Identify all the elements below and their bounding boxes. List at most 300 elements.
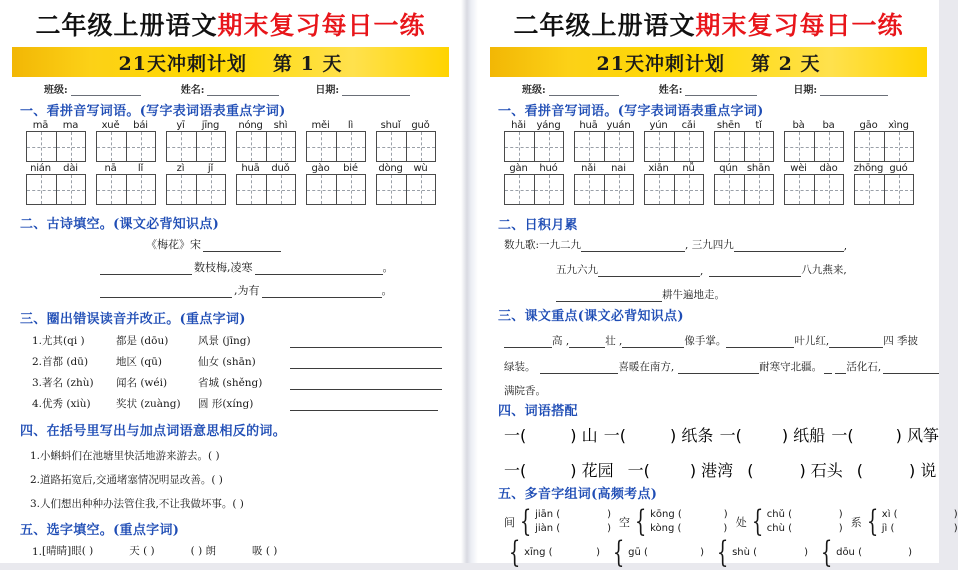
pinyin-syllable: yún xyxy=(649,120,668,131)
polyphone-reading: kòng ( xyxy=(650,523,682,534)
correction-item-c[interactable]: 仙女 (shān) xyxy=(198,356,256,368)
title-red-text: 期末复习每日一练 xyxy=(695,11,904,40)
keypoint-blank-8b[interactable] xyxy=(835,361,847,374)
correction-item-c[interactable]: 风景 (jīng) xyxy=(198,335,251,347)
select-word-4[interactable]: 吸 ( ) xyxy=(252,545,278,557)
tianzige-pair[interactable] xyxy=(784,131,844,162)
jiujiu-blank-1[interactable] xyxy=(581,239,685,252)
tianzige-cell[interactable] xyxy=(884,175,913,204)
section-heading-3-day2: 三、课文重点(课文必背知识点) xyxy=(498,309,684,324)
poem-blank-3a[interactable] xyxy=(100,285,232,298)
tianzige-cell[interactable] xyxy=(744,132,773,161)
correction-blank[interactable] xyxy=(290,398,438,411)
pinyin-syllable: shēn xyxy=(716,120,741,131)
pinyin-labels xyxy=(26,163,86,174)
tianzige-cell[interactable] xyxy=(715,132,744,161)
polyphone-entry[interactable]: jiān ( ) xyxy=(535,509,611,520)
pinyin-word xyxy=(376,120,436,162)
pinyin-word xyxy=(166,120,226,162)
pinyin-word xyxy=(854,163,914,205)
tianzige-cell[interactable] xyxy=(884,132,913,161)
jiujiu-blank-3[interactable] xyxy=(598,264,700,277)
name-field[interactable] xyxy=(659,81,758,96)
poem-text-3: ,为有 xyxy=(234,284,260,297)
tianzige-cell[interactable] xyxy=(266,132,295,161)
tianzige-cell[interactable] xyxy=(855,175,884,204)
pinyin-syllable: ba xyxy=(822,120,835,131)
polyphone-row-1 xyxy=(478,504,958,539)
student-info-row-day2 xyxy=(478,77,939,97)
correction-row xyxy=(0,354,461,369)
pinyin-syllable: huā xyxy=(579,120,598,131)
collocation-pre: 一( xyxy=(603,426,627,445)
collocation-pre: ( xyxy=(747,461,754,480)
pinyin-syllable: zì xyxy=(176,163,185,174)
polyphone-entries xyxy=(732,546,808,560)
polyphone-entries xyxy=(628,546,704,560)
collocation-item[interactable] xyxy=(604,423,714,446)
tianzige-pair[interactable] xyxy=(26,131,86,162)
pinyin-syllable: yáng xyxy=(536,120,561,131)
pinyin-labels xyxy=(96,163,156,174)
jiujiu-comma-1: , xyxy=(843,240,848,252)
pinyin-word xyxy=(574,120,634,162)
tianzige-cell[interactable] xyxy=(604,175,633,204)
row-word-a: 著名 (zhù) xyxy=(42,377,94,389)
collocation-item[interactable] xyxy=(720,423,826,446)
keypoint-blank-5[interactable] xyxy=(829,335,883,348)
correction-item-a[interactable] xyxy=(32,396,116,411)
polyphone-entries xyxy=(882,508,958,536)
correction-blank[interactable] xyxy=(290,377,442,390)
pinyin-word xyxy=(166,163,226,205)
pinyin-syllable: shì xyxy=(273,120,288,131)
date-label: 日期: xyxy=(793,85,818,96)
pinyin-word xyxy=(854,120,914,162)
select-row-number: 1. xyxy=(32,546,43,558)
polyphone-entry[interactable]: xì ( ) xyxy=(881,509,958,520)
pinyin-syllable: nǚ xyxy=(682,163,695,174)
banner-day-label: 第 2 天 xyxy=(751,52,821,75)
tianzige-cell[interactable] xyxy=(336,175,365,204)
polyphone-reading: chù ( xyxy=(766,523,793,534)
pinyin-word xyxy=(96,120,156,162)
pinyin-syllable: bái xyxy=(133,120,148,131)
polyphone-char: 空 xyxy=(619,516,630,529)
plan-banner-day1 xyxy=(12,47,449,77)
tianzige-cell[interactable] xyxy=(196,175,225,204)
tianzige-pair[interactable] xyxy=(236,131,296,162)
tianzige-cell[interactable] xyxy=(785,175,814,204)
keypoint-text-1d: 叶儿红, xyxy=(794,335,830,347)
pinyin-syllable: hǎi xyxy=(511,120,526,131)
polyphone-reading: xì ( xyxy=(881,509,898,520)
tianzige-pair[interactable] xyxy=(96,131,156,162)
tianzige-cell[interactable] xyxy=(575,132,604,161)
poem-blank-3b[interactable] xyxy=(262,285,382,298)
pinyin-syllable: guó xyxy=(889,163,908,174)
name-blank[interactable] xyxy=(207,84,279,96)
pinyin-word xyxy=(236,163,296,205)
polyphone-reading: xīng ( xyxy=(524,547,553,558)
tianzige-pair[interactable] xyxy=(376,174,436,205)
pinyin-syllable: duǒ xyxy=(271,163,290,174)
collocation-post: ) 纸条 xyxy=(670,426,714,445)
polyphone-entries xyxy=(535,508,611,536)
pinyin-grid-row-2-day2 xyxy=(478,163,939,205)
pinyin-labels xyxy=(644,120,704,131)
poem-line-2 xyxy=(0,259,461,275)
section-heading-3-day1: 三、圈出错误读音并改正。(重点字词) xyxy=(20,312,246,327)
class-blank[interactable] xyxy=(71,84,141,96)
collocation-post: ) 说 xyxy=(909,461,937,480)
select-word-2[interactable]: 天 ( ) xyxy=(129,545,155,557)
tianzige-cell[interactable] xyxy=(167,132,196,161)
brace-icon: { xyxy=(612,535,625,570)
pinyin-syllable: tǐ xyxy=(755,120,762,131)
polyphone-reading: shù ( xyxy=(732,547,758,558)
polyphone-entry[interactable]: gū ( ) xyxy=(628,547,704,558)
polyphone-entry[interactable]: kōng ( ) xyxy=(650,509,728,520)
keypoint-line-1 xyxy=(478,333,939,348)
tianzige-cell[interactable] xyxy=(406,132,435,161)
keypoint-blank-2[interactable] xyxy=(569,335,605,348)
tianzige-cell[interactable] xyxy=(814,175,843,204)
tianzige-pair[interactable] xyxy=(306,174,366,205)
polyphone-group xyxy=(504,535,600,570)
collocation-item[interactable] xyxy=(747,458,843,481)
keypoint-blank-6[interactable] xyxy=(540,361,619,374)
tianzige-cell[interactable] xyxy=(336,132,365,161)
tianzige-cell[interactable] xyxy=(674,132,703,161)
keypoint-blank-3[interactable] xyxy=(622,335,684,348)
date-field[interactable] xyxy=(793,81,888,96)
polyphone-entry[interactable]: kòng ( ) xyxy=(650,523,728,534)
class-label: 班级: xyxy=(522,85,546,96)
tianzige-cell[interactable] xyxy=(534,132,563,161)
pinyin-word xyxy=(236,120,296,162)
name-blank[interactable] xyxy=(685,84,757,96)
select-bracket-chars: [晴睛] xyxy=(42,545,72,557)
correction-item-b[interactable]: 奖状 (zuàng) xyxy=(116,398,181,410)
pinyin-labels xyxy=(504,163,564,174)
polyphone-entries xyxy=(767,508,843,536)
pinyin-labels xyxy=(306,120,366,131)
pinyin-grid-row-2-day1 xyxy=(0,163,461,205)
tianzige-cell[interactable] xyxy=(505,175,534,204)
pinyin-word xyxy=(376,163,436,205)
tianzige-pair[interactable] xyxy=(854,131,914,162)
select-word-1[interactable]: 眼( ) xyxy=(71,545,94,557)
keypoint-text-2d: 活化石, xyxy=(846,361,882,373)
brace-icon: { xyxy=(519,504,532,539)
tianzige-pair[interactable] xyxy=(166,131,226,162)
keypoint-blank-8a[interactable] xyxy=(824,361,832,374)
collocation-item[interactable] xyxy=(504,458,614,481)
tianzige-cell[interactable] xyxy=(307,175,336,204)
keypoint-blank-9[interactable] xyxy=(883,361,939,374)
poem-line-3 xyxy=(0,282,461,298)
polyphone-char: 处 xyxy=(735,516,747,529)
pinyin-syllable: ma xyxy=(62,120,79,131)
pinyin-word xyxy=(714,120,774,162)
date-blank[interactable] xyxy=(820,84,888,96)
tianzige-pair[interactable] xyxy=(504,174,564,205)
polyphone-char: 间 xyxy=(504,516,515,529)
tianzige-cell[interactable] xyxy=(27,132,56,161)
class-blank[interactable] xyxy=(549,84,619,96)
antonym-sentence[interactable]: 1.小蝌蚪们在池塘里快活地游来游去。( ) xyxy=(30,450,220,462)
name-label: 姓名: xyxy=(658,85,683,96)
tianzige-cell[interactable] xyxy=(406,175,435,204)
polyphone-group xyxy=(850,504,958,539)
keypoint-text-1c: 像手掌。 xyxy=(684,335,727,347)
tianzige-pair[interactable] xyxy=(574,131,634,162)
pinyin-syllable: bà xyxy=(792,120,805,131)
jiujiu-text-2c: 八九燕来, xyxy=(801,264,847,276)
polyphone-group xyxy=(608,535,704,570)
pinyin-syllable: yī xyxy=(176,120,185,131)
pinyin-syllable: bié xyxy=(343,163,358,174)
row-word-a: 优秀 (xiù) xyxy=(42,398,91,410)
tianzige-pair[interactable] xyxy=(504,131,564,162)
brace-icon: { xyxy=(820,535,833,570)
tianzige-pair[interactable] xyxy=(574,174,634,205)
date-field[interactable] xyxy=(315,81,410,96)
plan-banner-day2 xyxy=(490,47,927,77)
tianzige-pair[interactable] xyxy=(714,131,774,162)
tianzige-cell[interactable] xyxy=(377,175,406,204)
tianzige-cell[interactable] xyxy=(97,175,126,204)
correction-blank[interactable] xyxy=(290,335,442,348)
tianzige-cell[interactable] xyxy=(266,175,295,204)
pinyin-syllable: xìng xyxy=(888,120,909,131)
correction-row xyxy=(0,333,461,348)
collocation-pre: 一( xyxy=(504,461,527,480)
keypoint-blank-4[interactable] xyxy=(726,335,794,348)
tianzige-pair[interactable] xyxy=(644,174,704,205)
pinyin-labels xyxy=(96,120,156,131)
tianzige-pair[interactable] xyxy=(714,174,774,205)
keypoint-text-1e: 四 季披 xyxy=(883,335,919,347)
pinyin-word xyxy=(644,120,704,162)
correction-item-a[interactable] xyxy=(32,375,116,390)
section-heading-2-day1: 二、古诗填空。(课文必背知识点) xyxy=(20,217,220,232)
tianzige-cell[interactable] xyxy=(674,175,703,204)
pinyin-syllable: huó xyxy=(539,163,558,174)
tianzige-cell[interactable] xyxy=(645,132,674,161)
poem-title-text: 《梅花》宋 xyxy=(146,238,201,251)
correction-item-c[interactable]: 省城 (shěng) xyxy=(198,377,263,389)
pinyin-labels xyxy=(854,120,914,131)
tianzige-cell[interactable] xyxy=(126,132,155,161)
tianzige-cell[interactable] xyxy=(27,175,56,204)
pinyin-syllable: gāo xyxy=(859,120,878,131)
worksheet-page-day1 xyxy=(0,0,461,563)
polyphone-entry[interactable]: dōu ( ) xyxy=(836,547,912,558)
pinyin-syllable: dòng xyxy=(378,163,403,174)
correction-item-c[interactable]: 圆 形(xíng) xyxy=(198,398,254,410)
pinyin-syllable: dào xyxy=(819,163,838,174)
correction-item-a[interactable] xyxy=(32,333,116,348)
page-divider xyxy=(461,0,478,563)
tianzige-cell[interactable] xyxy=(575,175,604,204)
tianzige-cell[interactable] xyxy=(126,175,155,204)
collocation-item[interactable] xyxy=(628,458,734,481)
polyphone-reading: chǔ ( xyxy=(766,509,793,520)
collocation-item[interactable] xyxy=(504,423,598,446)
polyphone-entry[interactable]: jì ( ) xyxy=(881,523,958,534)
pinyin-syllable: qún xyxy=(719,163,738,174)
correction-item-b[interactable]: 地区 (qū) xyxy=(116,356,163,368)
pinyin-labels xyxy=(854,163,914,174)
date-blank[interactable] xyxy=(342,84,410,96)
tianzige-cell[interactable] xyxy=(237,132,266,161)
section-heading-5-day2: 五、多音字组词(高频考点) xyxy=(498,487,658,502)
tianzige-cell[interactable] xyxy=(97,132,126,161)
pinyin-word xyxy=(306,163,366,205)
tianzige-pair[interactable] xyxy=(96,174,156,205)
tianzige-pair[interactable] xyxy=(376,131,436,162)
correction-item-a[interactable] xyxy=(32,354,116,369)
tianzige-cell[interactable] xyxy=(855,132,884,161)
tianzige-pair[interactable] xyxy=(784,174,844,205)
pinyin-word xyxy=(26,120,86,162)
pinyin-syllable: guǒ xyxy=(411,120,430,131)
pinyin-syllable: shān xyxy=(746,163,771,174)
tianzige-pair[interactable] xyxy=(166,174,226,205)
brace-icon: { xyxy=(634,504,647,539)
tianzige-cell[interactable] xyxy=(196,132,225,161)
name-field[interactable] xyxy=(181,81,280,96)
banner-plan-label: 21天冲刺计划 xyxy=(596,52,725,75)
keypoint-blank-1[interactable] xyxy=(504,335,552,348)
pinyin-labels xyxy=(236,120,296,131)
banner-plan-label: 21天冲刺计划 xyxy=(118,52,247,75)
tianzige-cell[interactable] xyxy=(814,132,843,161)
pinyin-labels xyxy=(376,163,436,174)
collocation-item[interactable] xyxy=(831,423,939,446)
section-heading-5-day1: 五、选字填空。(重点字词) xyxy=(20,523,180,538)
jiujiu-blank-2[interactable] xyxy=(734,239,844,252)
tianzige-cell[interactable] xyxy=(307,132,336,161)
collocation-item[interactable] xyxy=(857,458,937,481)
collocation-row-1 xyxy=(478,423,939,446)
pinyin-syllable: mā xyxy=(32,120,49,131)
pinyin-syllable: huā xyxy=(241,163,260,174)
tianzige-cell[interactable] xyxy=(604,132,633,161)
tianzige-cell[interactable] xyxy=(715,175,744,204)
polyphone-entry[interactable]: xīng ( ) xyxy=(524,547,600,558)
polyphone-entry[interactable]: shù ( ) xyxy=(732,547,808,558)
polyphone-entry[interactable]: chù ( ) xyxy=(766,523,843,534)
polyphone-reading: kōng ( xyxy=(650,509,682,520)
antonym-sentence[interactable]: 3.人们想出种种办法管住我,不让我做坏事。( ) xyxy=(30,498,244,510)
row-number: 3. xyxy=(32,377,43,389)
jiujiu-blank-5[interactable] xyxy=(556,289,662,302)
pinyin-syllable: nóng xyxy=(238,120,263,131)
polyphone-reading: dōu ( xyxy=(836,547,862,558)
correction-row xyxy=(0,396,461,411)
class-field[interactable] xyxy=(522,81,619,96)
select-word-row xyxy=(0,543,461,558)
tianzige-pair[interactable] xyxy=(236,174,296,205)
tianzige-cell[interactable] xyxy=(167,175,196,204)
pinyin-labels xyxy=(784,120,844,131)
tianzige-cell[interactable] xyxy=(744,175,773,204)
pinyin-syllable: xiān xyxy=(648,163,669,174)
polyphone-group xyxy=(735,504,843,539)
pinyin-labels xyxy=(574,163,634,174)
section-heading-1-day1: 一、看拼音写词语。(写字表词语表重点字词) xyxy=(20,104,286,119)
keypoint-text-2c: 耐寒守北疆。 xyxy=(759,361,823,373)
tianzige-cell[interactable] xyxy=(785,132,814,161)
class-field[interactable] xyxy=(44,81,141,96)
pinyin-word xyxy=(306,120,366,162)
pinyin-syllable: lǐ xyxy=(137,163,144,174)
pinyin-word xyxy=(504,163,564,205)
polyphone-entries xyxy=(524,546,600,560)
poem-period-2: 。 xyxy=(382,261,394,274)
tianzige-cell[interactable] xyxy=(377,132,406,161)
antonym-sentence[interactable]: 2.道路拓宽后,交通堵塞情况明显改善。( ) xyxy=(30,474,223,486)
tianzige-cell[interactable] xyxy=(645,175,674,204)
tianzige-pair[interactable] xyxy=(26,174,86,205)
jiujiu-text-2a: 五九六九 xyxy=(556,264,598,276)
jiujiu-blank-4[interactable] xyxy=(709,264,801,277)
row-number: 2. xyxy=(32,356,43,368)
tianzige-cell[interactable] xyxy=(56,175,85,204)
tianzige-cell[interactable] xyxy=(534,175,563,204)
polyphone-entry[interactable]: chǔ ( ) xyxy=(766,509,843,520)
polyphone-reading: gū ( xyxy=(628,547,648,558)
pinyin-grid-row-1-day2 xyxy=(478,120,939,162)
pinyin-word xyxy=(784,120,844,162)
correction-blank[interactable] xyxy=(290,356,442,369)
polyphone-group xyxy=(816,535,912,570)
correction-item-b[interactable]: 都是 (dōu) xyxy=(116,335,169,347)
poem-blank-2b[interactable] xyxy=(255,262,383,275)
poem-blank-author[interactable] xyxy=(203,239,281,252)
tianzige-pair[interactable] xyxy=(306,131,366,162)
pinyin-syllable: cǎi xyxy=(681,120,696,131)
correction-item-b[interactable]: 闻名 (wéi) xyxy=(116,377,168,389)
row-word-a: 尤其(qi ) xyxy=(42,335,85,347)
tianzige-cell[interactable] xyxy=(56,132,85,161)
tianzige-cell[interactable] xyxy=(505,132,534,161)
select-word-3[interactable]: ( ) 朗 xyxy=(190,545,217,557)
polyphone-group xyxy=(504,504,611,539)
collocation-post: ) 港湾 xyxy=(689,461,734,480)
brace-icon: { xyxy=(751,504,763,539)
pinyin-labels xyxy=(236,163,296,174)
polyphone-reading: jiān ( xyxy=(535,509,561,520)
tianzige-pair[interactable] xyxy=(644,131,704,162)
pinyin-syllable: jīng xyxy=(201,120,220,131)
poem-blank-2a[interactable] xyxy=(100,262,192,275)
keypoint-text-2b: 喜暖在南方, xyxy=(618,361,675,373)
tianzige-pair[interactable] xyxy=(854,174,914,205)
correction-row xyxy=(0,375,461,390)
pinyin-word xyxy=(26,163,86,205)
keypoint-blank-7[interactable] xyxy=(678,361,759,374)
polyphone-entry[interactable]: jiàn ( ) xyxy=(535,523,611,534)
pinyin-syllable: yuán xyxy=(606,120,631,131)
pinyin-syllable: dài xyxy=(63,163,78,174)
row-word-a: 首都 (dū) xyxy=(42,356,89,368)
tianzige-cell[interactable] xyxy=(237,175,266,204)
collocation-post: ) 花园 xyxy=(570,461,614,480)
